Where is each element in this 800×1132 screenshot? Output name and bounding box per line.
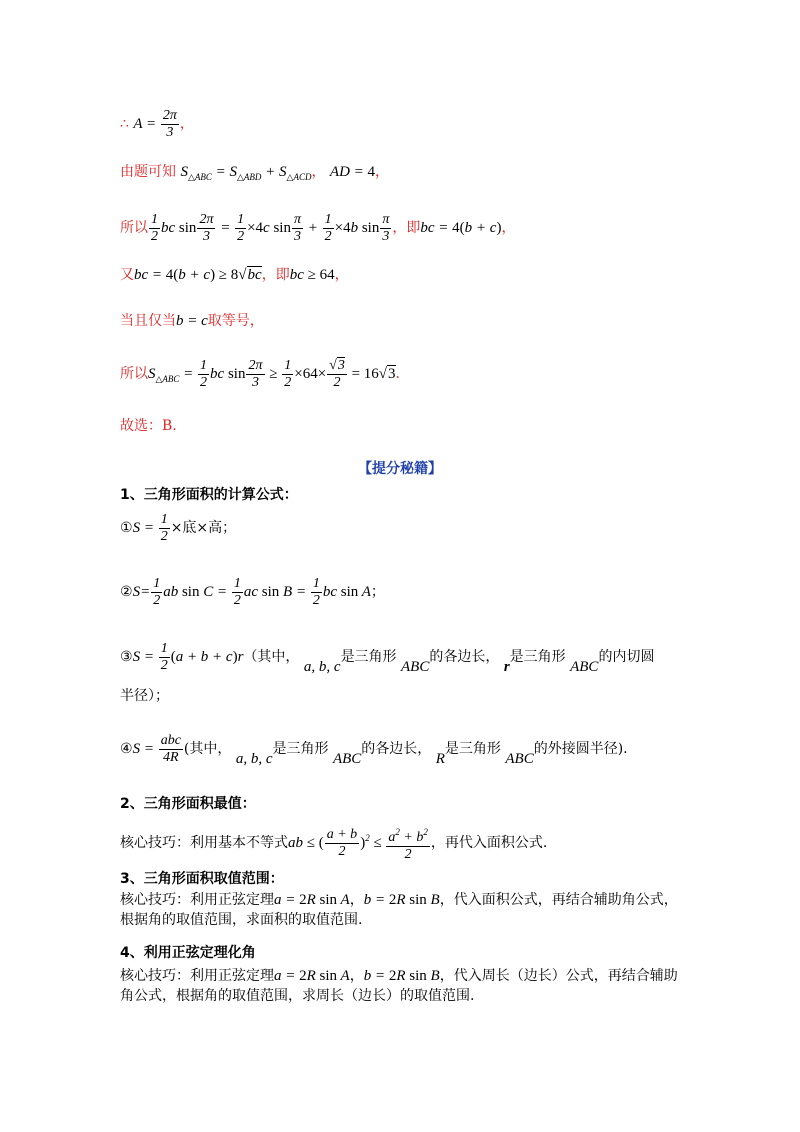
formula-bc-min: bc ≥ 64	[289, 267, 335, 283]
note: 是三角形	[340, 648, 397, 665]
circumradius-r: R	[435, 750, 445, 767]
punct: .	[395, 365, 400, 382]
formula-area-sum: $S_{\triangle ABC} = S_{\triangle ABD} + S_{\triangle ACD}$	[180, 164, 312, 182]
formula-area-split: $\frac{1}{2}$ bc sin $\frac{2\pi}{3}$ = $\frac{1}{2}$ ×4c sin $\frac{\pi}{3}$ + $\frac{1}{2}$ ×4b sin $\frac{\pi}{3}$	[151, 212, 390, 244]
line-text: 当且仅当	[120, 313, 176, 329]
formula-bc-relation: bc = 4(b + c)	[420, 219, 502, 236]
solution-line-3	[120, 212, 515, 245]
note: 的外接圆半径).	[533, 740, 628, 757]
formula-b-eq-c: b = c	[176, 313, 208, 329]
formula-1: ①S = $\frac{1}{2}$ ×底×高；	[120, 512, 237, 544]
body-text: 核心技巧：利用正弦定理	[120, 968, 274, 984]
section-2-body	[120, 824, 547, 863]
line-tail: 取等号，	[207, 313, 264, 329]
formula-am-gm: ab ≤ ( $\frac{a + b}{2}$ )$^2$ ≤ $\frac{a^2 + b^2}{2}$	[288, 835, 431, 851]
formula-4: ④S = $\frac{\text{abc}}{4R}$ (其中， a, b, c是三角形 ABC的各边长， R是三角形 ABC的外接圆半径).	[120, 733, 628, 767]
section-2-heading: 2、三角形面积最值：	[120, 796, 256, 812]
body-text: 核心技巧：利用正弦定理	[120, 892, 274, 908]
formula-2: ②S= $\frac{1}{2}$ ab sin C = $\frac{1}{2}$ ac sin B = $\frac{1}{2}$ bc sin A；	[120, 576, 385, 608]
line-text: 所以	[120, 365, 148, 382]
note: 的内切圆	[598, 648, 655, 665]
section-3-body	[120, 890, 680, 930]
formula-b-sine: b = 2R sin B	[363, 968, 440, 984]
formula-2-tail: ；	[370, 583, 385, 600]
sides-abc: a, b, c	[303, 658, 341, 675]
line-text: 又	[120, 267, 134, 283]
triangle-abc: ABC	[401, 658, 430, 675]
solution-line-4	[120, 265, 349, 285]
punct: ，	[311, 164, 326, 180]
body-text: ，代入周长（边长）公式，再结合辅助角公式，根据角的取值范围，求周长（边长）的取值范围.	[120, 968, 678, 1004]
note: 的各边长，	[361, 740, 432, 757]
line-text: 所以	[120, 219, 148, 236]
triangle-abc: ABC	[570, 658, 599, 675]
formula-bc-inequality: bc = 4(b + c) ≥ 8√bc	[134, 267, 262, 283]
note: 的各边长，	[429, 648, 500, 665]
formula-3-cont: 半径）；	[120, 688, 169, 704]
formula-4-expr: S = $\frac{\text{abc}}{4R}$	[132, 733, 181, 765]
body-text: ，再代入面积公式.	[430, 834, 548, 851]
triangle-abc: ABC	[332, 750, 362, 767]
body-text: ，	[349, 968, 364, 984]
sides-abc: a, b, c	[235, 750, 273, 767]
solution-line-5	[120, 311, 264, 331]
formula-a-sine: a = 2R sin A	[274, 968, 350, 984]
solution-line-7: 故选：B.	[120, 418, 177, 434]
solution-line-6	[120, 358, 400, 391]
formula-ad: AD = 4	[329, 164, 376, 180]
punct: ，即	[261, 267, 290, 283]
solution-line-1	[120, 108, 194, 141]
formula-1-tail: ×底×高；	[170, 519, 237, 536]
line-text: 由题可知	[120, 164, 176, 180]
section-4-body	[120, 966, 680, 1006]
triangle-abc: ABC	[505, 750, 534, 767]
note: (其中，	[183, 740, 232, 757]
note: （其中，	[243, 648, 300, 665]
tips-title: 【提分秘籍】	[358, 461, 442, 477]
section-3-heading: 3、三角形面积取值范围：	[120, 871, 284, 887]
punct: ，	[334, 267, 349, 283]
body-text: ，代入面积公式，再结合辅助角公式，根据角的取值范围，求面积的取值范围.	[120, 892, 678, 928]
section-4-heading: 4、利用正弦定理化角	[120, 945, 256, 961]
note: 是三角形	[444, 740, 501, 757]
section-1-heading: 1、三角形面积的计算公式：	[120, 487, 298, 503]
note: 是三角形	[272, 740, 329, 757]
punct: ，	[501, 219, 516, 236]
therefore-symbol: ∴	[120, 115, 129, 132]
body-text: ，	[349, 892, 364, 908]
formula-3: ③S = $\frac{1}{2}$ (a + b + c)r（其中， a, b, c是三角形 ABC的各边长， r是三角形 ABC的内切圆	[120, 641, 655, 675]
formula-1-expr: S = $\frac{1}{2}$	[132, 512, 168, 544]
solution-line-2: 由题可知 $S_{\triangle ABC} = S_{\triangle ABD} + S_{\triangle ACD}$， AD = 4，	[120, 164, 390, 182]
inradius-r: r	[503, 658, 510, 675]
formula-a-value: A = $\frac{2\pi}{3}$	[133, 108, 177, 140]
formula-2-expr: S= $\frac{1}{2}$ ab sin C = $\frac{1}{2}$ ac sin B = $\frac{1}{2}$ bc sin A	[132, 576, 371, 608]
punct: ，即	[392, 219, 421, 236]
formula-a-sine: a = 2R sin A	[274, 892, 350, 908]
formula-3-expr: S = $\frac{1}{2}$ (a + b + c)r	[132, 641, 244, 673]
punct: ，	[179, 115, 194, 132]
formula-area-min: $S_{\triangle ABC}$ = $\frac{1}{2}$ bc sin $\frac{2\pi}{3}$ ≥ $\frac{1}{2}$ ×64× $\frac{√3}{2}$ = 16√3	[148, 358, 396, 390]
body-text: 核心技巧：利用基本不等式	[120, 834, 288, 851]
note: 是三角形	[509, 648, 566, 665]
formula-b-sine: b = 2R sin B	[363, 892, 440, 908]
